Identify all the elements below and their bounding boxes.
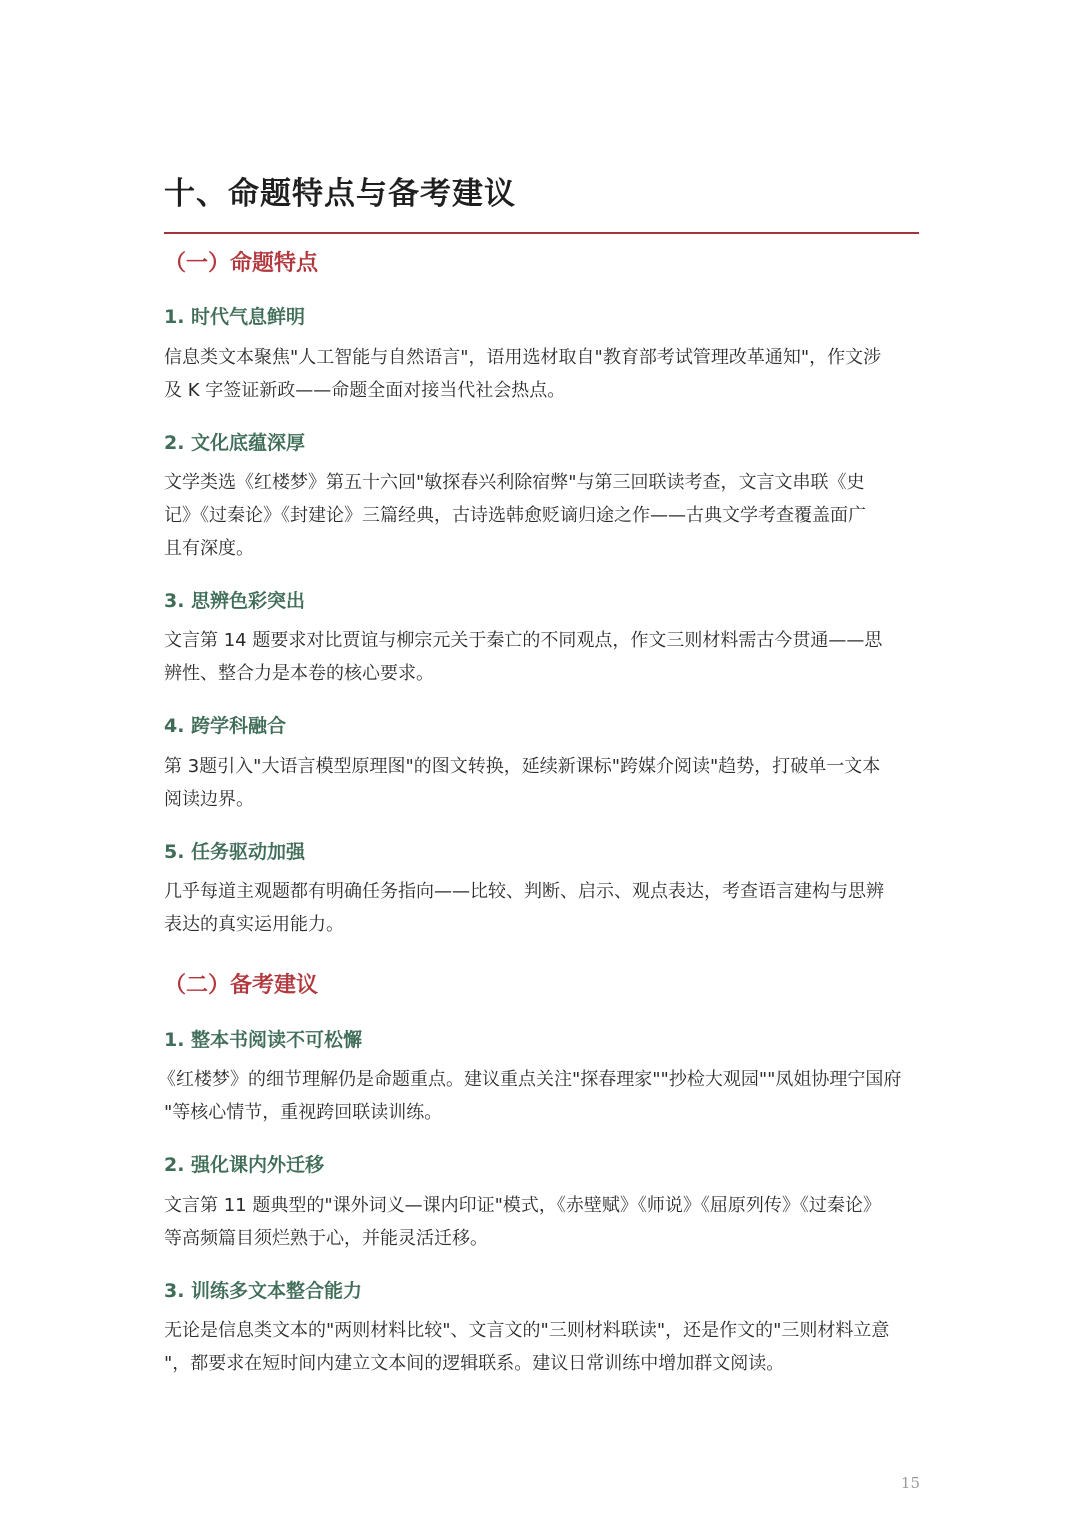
chapter-title-rule bbox=[164, 232, 919, 234]
item-heading: 5. 任务驱动加强 bbox=[164, 841, 306, 863]
paragraph-line: 文言第 14 题要求对比贾谊与柳宗元关于秦亡的不同观点，作文三则材料需古今贯通——思 bbox=[164, 630, 883, 651]
paragraph-line: 记》《过秦论》《封建论》三篇经典，古诗选韩愈贬谪归途之作——古典文学考查覆盖面广 bbox=[164, 505, 866, 526]
paragraph-line: 第 3题引入"大语言模型原理图"的图文转换，延续新课标"跨媒介阅读"趋势，打破单一文本 bbox=[164, 756, 881, 777]
item-heading: 1. 时代气息鲜明 bbox=[164, 306, 306, 328]
page-number: 15 bbox=[900, 1474, 920, 1492]
paragraph-line: 文学类选《红楼梦》第五十六回"敏探春兴利除宿弊"与第三回联读考查，文言文串联《史 bbox=[164, 472, 865, 493]
paragraph-line: 《红楼梦》的细节理解仍是命题重点。建议重点关注"探春理家""抄检大观园""凤姐协理宁国府 bbox=[158, 1069, 902, 1090]
item-heading: 2. 强化课内外迁移 bbox=[164, 1154, 325, 1176]
paragraph-line: 几乎每道主观题都有明确任务指向——比较、判断、启示、观点表达，考查语言建构与思辨 bbox=[164, 881, 884, 902]
section-heading-preparation: （二）备考建议 bbox=[164, 973, 319, 998]
paragraph-line: 阅读边界。 bbox=[164, 789, 254, 810]
paragraph-line: 信息类文本聚焦"人工智能与自然语言"，语用选材取自"教育部考试管理改革通知"，作文涉 bbox=[164, 347, 882, 368]
item-heading: 1. 整本书阅读不可松懈 bbox=[164, 1029, 363, 1051]
item-heading: 2. 文化底蕴深厚 bbox=[164, 432, 306, 454]
section-heading-features: （一）命题特点 bbox=[164, 251, 319, 276]
paragraph-line: "等核心情节，重视跨回联读训练。 bbox=[164, 1102, 443, 1123]
paragraph-line: 无论是信息类文本的"两则材料比较"、文言文的"三则材料联读"，还是作文的"三则材料立意 bbox=[164, 1320, 890, 1341]
chapter-title: 十、命题特点与备考建议 bbox=[164, 176, 516, 212]
item-heading: 3. 训练多文本整合能力 bbox=[164, 1280, 363, 1302]
paragraph-line: 辨性、整合力是本卷的核心要求。 bbox=[164, 663, 434, 684]
paragraph-line: 及 K 字签证新政——命题全面对接当代社会热点。 bbox=[164, 380, 566, 401]
paragraph-line: 文言第 11 题典型的"课外词义—课内印证"模式，《赤壁赋》《师说》《屈原列传》《过秦论》 bbox=[164, 1195, 881, 1216]
paragraph-line: 且有深度。 bbox=[164, 538, 254, 559]
item-heading: 3. 思辨色彩突出 bbox=[164, 590, 306, 612]
item-heading: 4. 跨学科融合 bbox=[164, 715, 287, 737]
paragraph-line: 等高频篇目须烂熟于心，并能灵活迁移。 bbox=[164, 1228, 488, 1249]
paragraph-line: "，都要求在短时间内建立文本间的逻辑联系。建议日常训练中增加群文阅读。 bbox=[164, 1353, 785, 1374]
paragraph-line: 表达的真实运用能力。 bbox=[164, 914, 344, 935]
